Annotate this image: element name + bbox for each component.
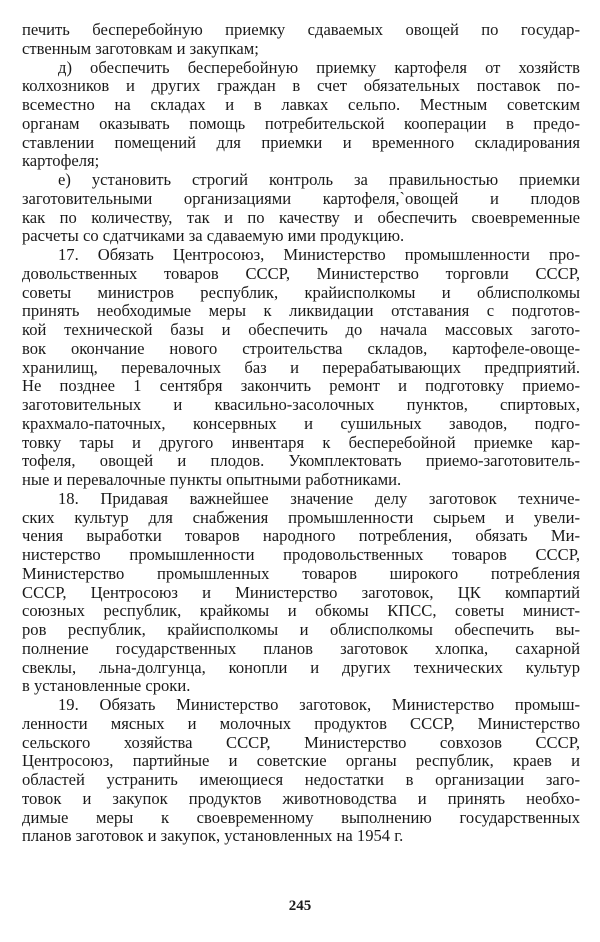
paragraph (22, 490, 580, 696)
text-line: д) обеспечить бесперебойную приемку картофеля от хозяйств (58, 57, 580, 77)
text-line: Не позднее 1 сентября закончить ремонт и подготовку приемо- (22, 376, 580, 396)
text-line: 17. Обязать Центросоюз, Министерство промышленности про- (58, 245, 580, 264)
text-line: товку тары и другого инвентаря к бесперебойной приемке кар- (22, 432, 580, 452)
text-line: СССР, Центросоюз и Министерство заготовок, ЦК компартий (22, 582, 580, 602)
text-line: областей устранить имеющиеся недостатки в организации заго- (22, 770, 580, 789)
text-line: крахмало-паточных, консервных и сушильных заводов, подго- (22, 413, 580, 433)
text-line: ленности мясных и молочных продуктов СССР, Министерство (22, 713, 580, 733)
paragraph (22, 59, 580, 172)
text-line: довольственных товаров СССР, Министерство торговли СССР, (22, 263, 580, 283)
text-line: ственным заготовкам и закупкам; (22, 38, 259, 58)
text-line: ные и перевалочные пункты опытными работниками. (22, 470, 402, 489)
text-line: Центросоюз, партийные и советские органы республик, краев и (22, 751, 580, 771)
text-line: заготовительными организациями картофеля,`овощей и плодов (22, 188, 580, 208)
text-line: хранилищ, перевалочных баз и перерабатывающих предприятий. (22, 357, 580, 377)
document-body (22, 21, 580, 846)
text-line: сельского хозяйства СССР, Министерство совхозов СССР, (22, 732, 580, 752)
text-line: 18. Придавая важнейшее значение делу заготовок техниче- (58, 488, 580, 508)
text-line: органам оказывать помощь потребительской кооперации в предо- (22, 113, 580, 133)
text-line: кой технической базы и обеспечить до начала массовых загото- (22, 320, 580, 339)
text-line: принять необходимые меры к ликвидации отставания с подготов- (22, 301, 580, 321)
page-number: 245 (288, 898, 312, 914)
paragraph (22, 21, 580, 59)
text-line: чения выработки товаров народного потребления, обязать Ми- (22, 526, 580, 546)
text-line: печить бесперебойную приемку сдаваемых овощей по государ- (22, 20, 580, 39)
paragraph (22, 696, 580, 846)
text-line: планов заготовок и закупок, установленных на 1954 г. (22, 826, 404, 846)
text-line: союзных республик, крайкомы и обкомы КПСС, советы минист- (22, 601, 580, 621)
text-line: тофеля, овощей и плодов. Укомплектовать приемо-заготовитель- (22, 451, 580, 471)
text-line: колхозников и других граждан в счет обязательных поставок по- (22, 76, 580, 96)
paragraph (22, 171, 580, 246)
text-line: свеклы, льна-долгунца, конопли и других технических культур (22, 657, 580, 677)
text-line: в установленные сроки. (22, 676, 191, 696)
text-line: как по количеству, так и по качеству и обеспечить своевременные (22, 207, 580, 227)
text-line: всеместно на складах и в лавках сельпо. Местным советским (22, 95, 580, 114)
text-line: е) установить строгий контроль за правильностью приемки (58, 170, 580, 189)
text-line: димые меры к своевременному выполнению государственных (22, 807, 580, 827)
text-line: ров республик, крайисполкомы и облисполкомы обеспечить вы- (22, 620, 580, 639)
text-line: 19. Обязать Министерство заготовок, Министерство промыш- (58, 695, 580, 714)
paragraph (22, 246, 580, 490)
text-line: вок окончание нового строительства складов, картофеле-овоще- (22, 338, 580, 358)
text-line: ских культур для снабжения промышленности сырьем и увели- (22, 507, 580, 527)
text-line: Министерство промышленных товаров широкого потребления (22, 563, 580, 583)
text-line: заготовительных и квасильно-засолочных пунктов, спиртовых, (22, 395, 580, 414)
text-line: нистерство промышленности продовольственных товаров СССР, (22, 545, 580, 564)
text-line: ставлении помещений для приемки и временного складирования (22, 132, 580, 152)
text-line: товок и закупок продуктов животноводства и принять необхо- (22, 788, 580, 808)
text-line: расчеты со сдатчиками за сдаваемую ими продукцию. (22, 226, 405, 246)
text-line: советы министров республик, крайисполкомы и облисполкомы (22, 282, 580, 302)
text-line: картофеля; (22, 151, 100, 171)
text-line: полнение государственных планов заготовок хлопка, сахарной (22, 638, 580, 658)
